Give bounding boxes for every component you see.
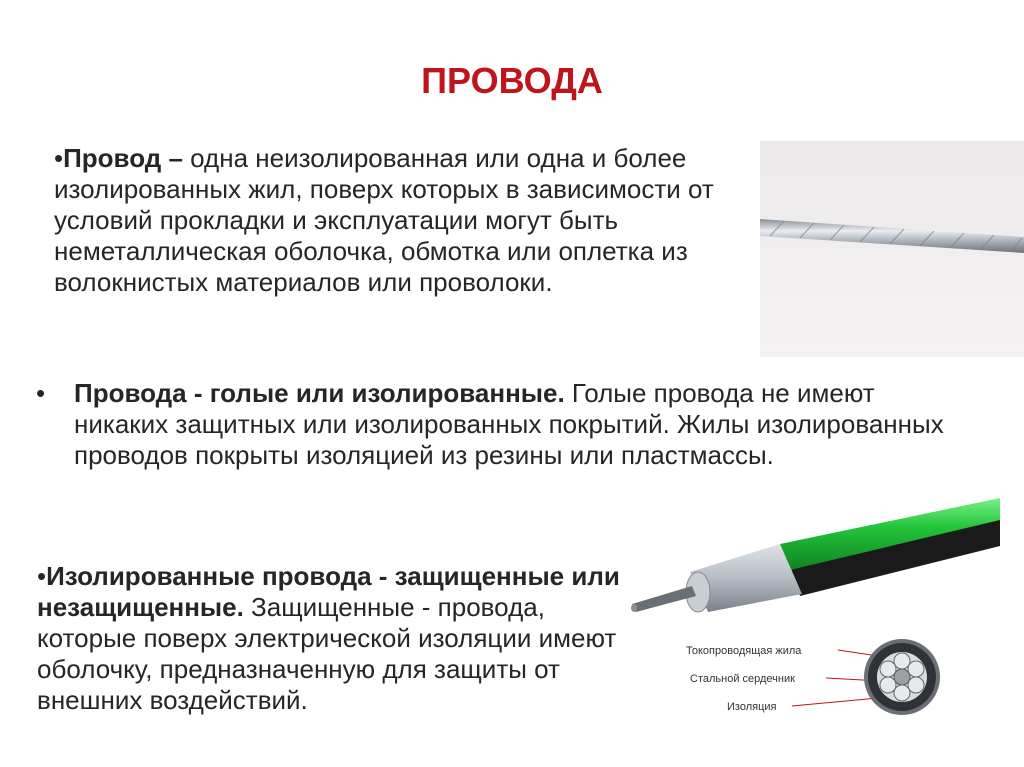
bullet: • (37, 561, 47, 591)
bullet: • (36, 378, 46, 408)
label-conducting-core: Токопроводящая жила (686, 645, 802, 657)
protected-text: Защищенные - провода, которые поверх электрической изоляции имеют оболочку, предназначенную для защиты от внешних воздействий. (37, 592, 617, 715)
term-protected: Изолированные провода - защищенные или незащищенные. (37, 561, 620, 622)
bare-insulated-text: Голые провода не имеют никаких защитных или изолированных покрытий. Жилы изолированных проводов покрыты изоляцией из резины или пластмассы. (74, 378, 944, 470)
page-title: ПРОВОДА (421, 60, 603, 101)
paragraph-bare-insulated (74, 378, 954, 471)
paragraph-wire-definition (54, 143, 714, 298)
insulated-wire-photo (630, 494, 1000, 616)
cross-section-diagram (680, 630, 1010, 720)
definition-text: одна неизолированная или одна и более изолированных жил, поверх которых в зависимости от условий прокладки и эксплуатации могут быть неметаллическая оболочка, обмотка или оплетка из волокнистых материалов или проволоки. (54, 143, 714, 297)
cable-cross-section (864, 639, 940, 715)
paragraph-protected (37, 561, 647, 716)
term-wire: Провод – (63, 143, 183, 173)
label-insulation: Изоляция (727, 701, 777, 713)
bare-wire-photo (760, 141, 1024, 357)
label-steel-core: Стальной сердечник (690, 673, 795, 685)
term-bare-insulated: Провода - голые или изолированные. (74, 378, 565, 408)
bullet: • (54, 143, 64, 173)
